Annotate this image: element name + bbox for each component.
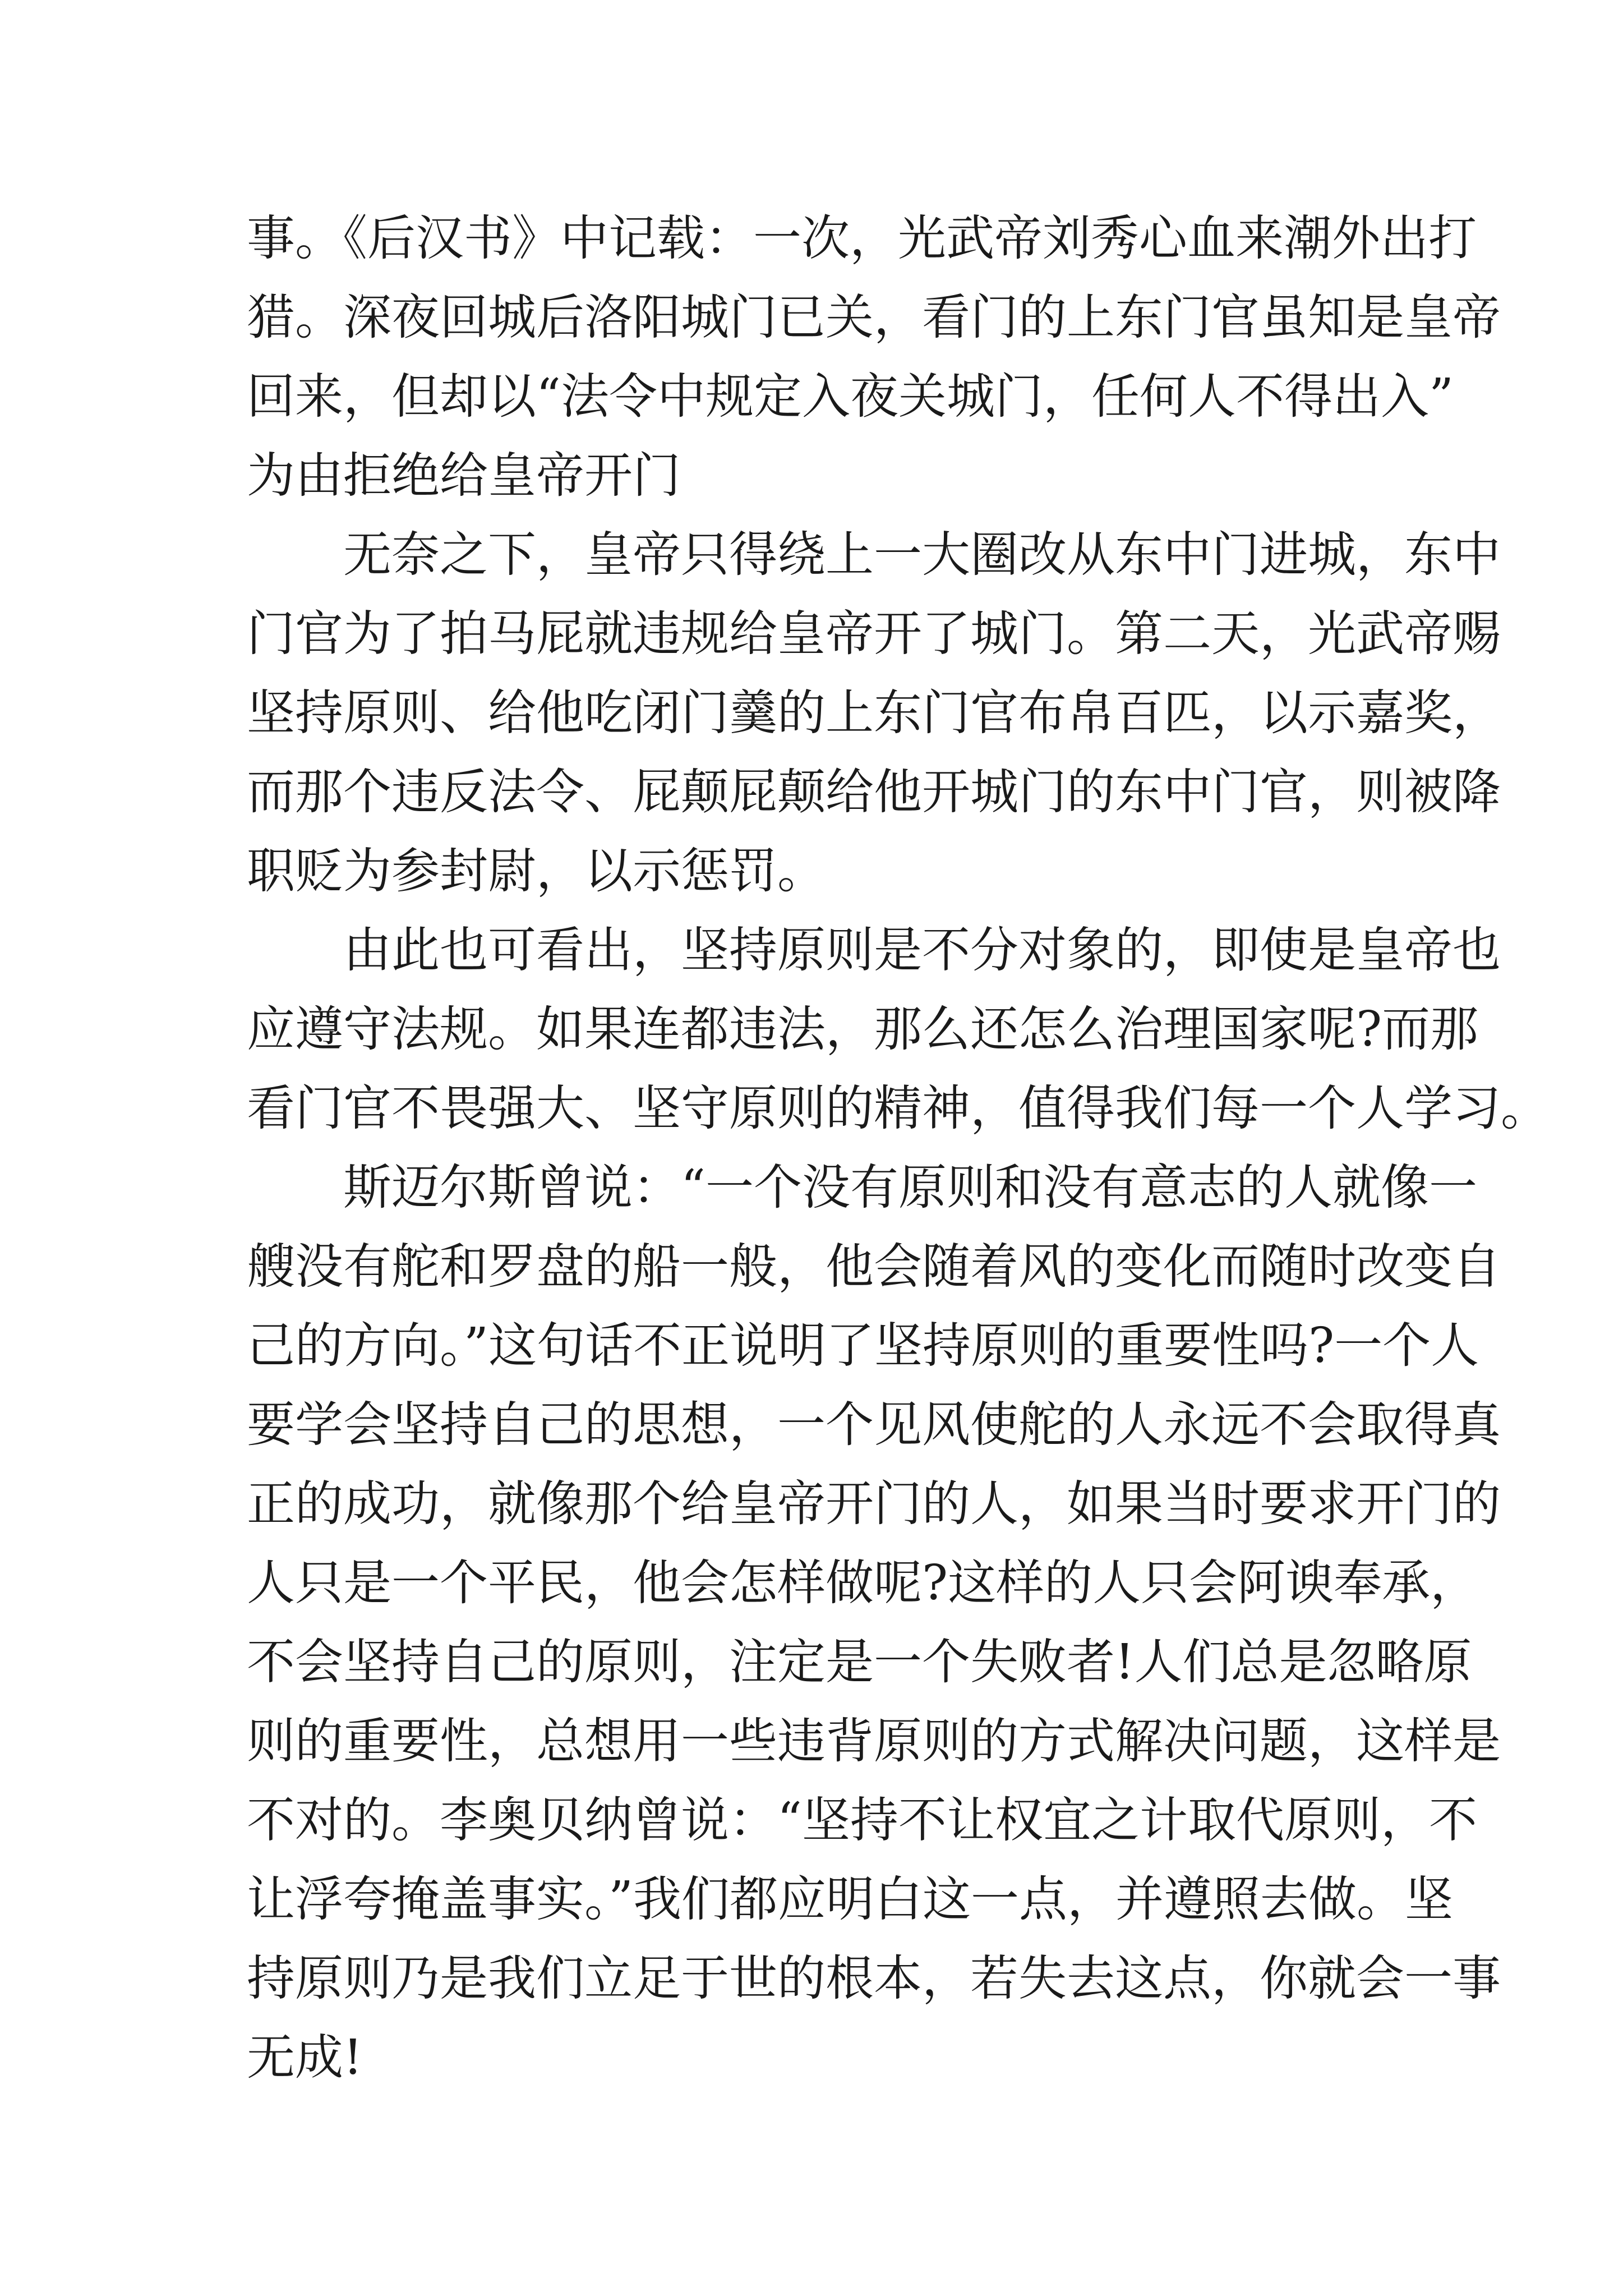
text-line: 无成! (247, 2030, 363, 2086)
text-line: 猎。深夜回城后洛阳城门已关，看门的上东门官虽知是皇帝 (247, 289, 1501, 346)
text-line: 己的方向。”这句话不正说明了坚持原则的重要性吗?一个人 (247, 1318, 1479, 1374)
text-line: 应遵守法规。如果连都违法，那么还怎么治理国家呢?而那 (247, 1001, 1479, 1057)
text-line: 坚持原则、给他吃闭门羹的上东门官布帛百匹，以示嘉奖， (247, 685, 1501, 741)
text-line: 不会坚持自己的原则，注定是一个失败者!人们总是忽略原 (247, 1634, 1472, 1690)
text-line: 不对的。李奥贝纳曾说：“坚持不让权宜之计取代原则，不 (247, 1792, 1477, 1848)
text-line: 正的成功，就像那个给皇帝开门的人，如果当时要求开门的 (247, 1476, 1501, 1532)
text-line: 艘没有舵和罗盘的船一般，他会随着风的变化而随时改变自 (247, 1239, 1501, 1295)
text-line: 看门官不畏强大、坚守原则的精神，值得我们每一个人学习。 (247, 1080, 1549, 1137)
text-line: 职贬为参封尉，以示惩罚。 (247, 843, 826, 899)
text-line: 让浮夸掩盖事实。”我们都应明白这一点，并遵照去做。坚 (247, 1871, 1453, 1927)
text-line: 回来，但却以“法令中规定入夜关城门，任何人不得出入” (247, 369, 1454, 425)
paragraph-start-line: 由此也可看出，坚持原则是不分对象的，即使是皇帝也 (343, 922, 1501, 978)
text-line: 而那个违反法令、屁颠屁颠给他开城门的东中门官，则被降 (247, 764, 1501, 820)
paragraph-start-line: 斯迈尔斯曾说：“一个没有原则和没有意志的人就像一 (343, 1159, 1477, 1216)
essay-body (247, 199, 1549, 2097)
text-line: 为由拒绝给皇帝开门 (247, 448, 681, 504)
paragraph-start-line: 无奈之下，皇帝只得绕上一大圈改从东中门进城，东中 (343, 527, 1501, 583)
text-line: 门官为了拍马屁就违规给皇帝开了城门。第二天，光武帝赐 (247, 606, 1501, 662)
text-line: 持原则乃是我们立足于世的根本，若失去这点，你就会一事 (247, 1950, 1501, 2007)
text-line: 则的重要性，总想用一些违背原则的方式解决问题，这样是 (247, 1713, 1501, 1769)
text-line: 人只是一个平民，他会怎样做呢?这样的人只会阿谀奉承， (247, 1555, 1479, 1611)
text-line: 要学会坚持自己的思想，一个见风使舵的人永远不会取得真 (247, 1397, 1501, 1453)
text-line: 事。《后汉书》中记载：一次，光武帝刘秀心血来潮外出打 (247, 210, 1477, 266)
